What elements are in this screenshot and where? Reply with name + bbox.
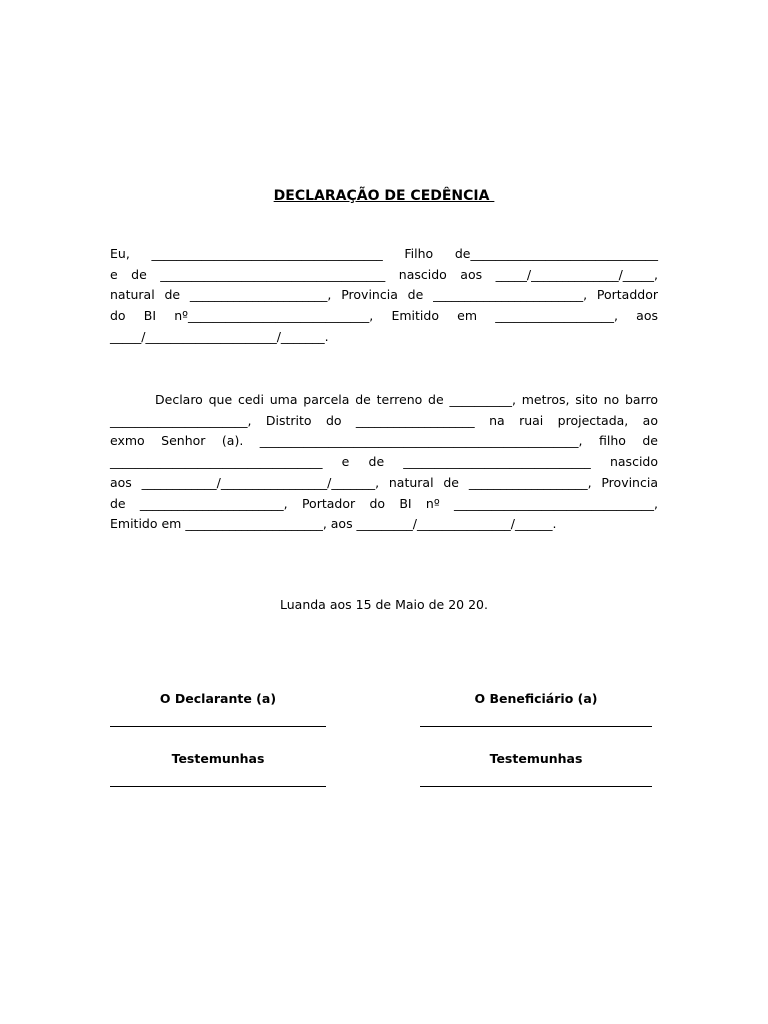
paragraph-line: de _______________________, Portador do BI nº ________________________________, (110, 495, 658, 511)
testemunhas-left-label: Testemunhas (171, 751, 265, 766)
paragraph-line: ______________________, Distrito do ___________________ na ruai projectada, ao (110, 412, 658, 428)
declarante-signature-line (110, 726, 326, 727)
testemunhas-right-signature-line (420, 786, 652, 787)
paragraph-line: Emitido em ______________________, aos _________/_______________/______. (110, 516, 557, 532)
declarant-paragraph (110, 244, 658, 348)
paragraph-line: do BI nº_____________________________, Emitido em ___________________, aos (110, 308, 658, 324)
declaration-paragraph (110, 390, 658, 535)
testemunhas-right-label: Testemunhas (489, 751, 583, 766)
paragraph-line: natural de ______________________, Provincia de ________________________, Portaddor (110, 287, 658, 303)
paragraph-line: e de ____________________________________ nascido aos _____/______________/_____, (110, 266, 658, 282)
declarante-label: O Declarante (a) (159, 691, 277, 706)
beneficiario-signature-line (420, 726, 652, 727)
paragraph-line: _____/_____________________/_______. (110, 328, 329, 344)
document-title: DECLARAÇÃO DE CEDÊNCIA (273, 188, 495, 204)
paragraph-line: Eu, _____________________________________ Filho de______________________________ (110, 246, 658, 261)
beneficiario-label: O Beneficiário (a) (474, 691, 598, 706)
paragraph-line: aos ____________/_________________/_______, natural de ___________________, Provincia (110, 474, 658, 490)
paragraph-line: exmo Senhor (a). ___________________________________________________, filho de (110, 433, 658, 449)
testemunhas-left-signature-line (110, 786, 326, 787)
paragraph-line: __________________________________ e de ______________________________ nascido (110, 454, 658, 470)
date-line: Luanda aos 15 de Maio de 20 20. (280, 597, 488, 612)
paragraph-line: Declaro que cedi uma parcela de terreno de __________, metros, sito no barro (155, 392, 658, 407)
